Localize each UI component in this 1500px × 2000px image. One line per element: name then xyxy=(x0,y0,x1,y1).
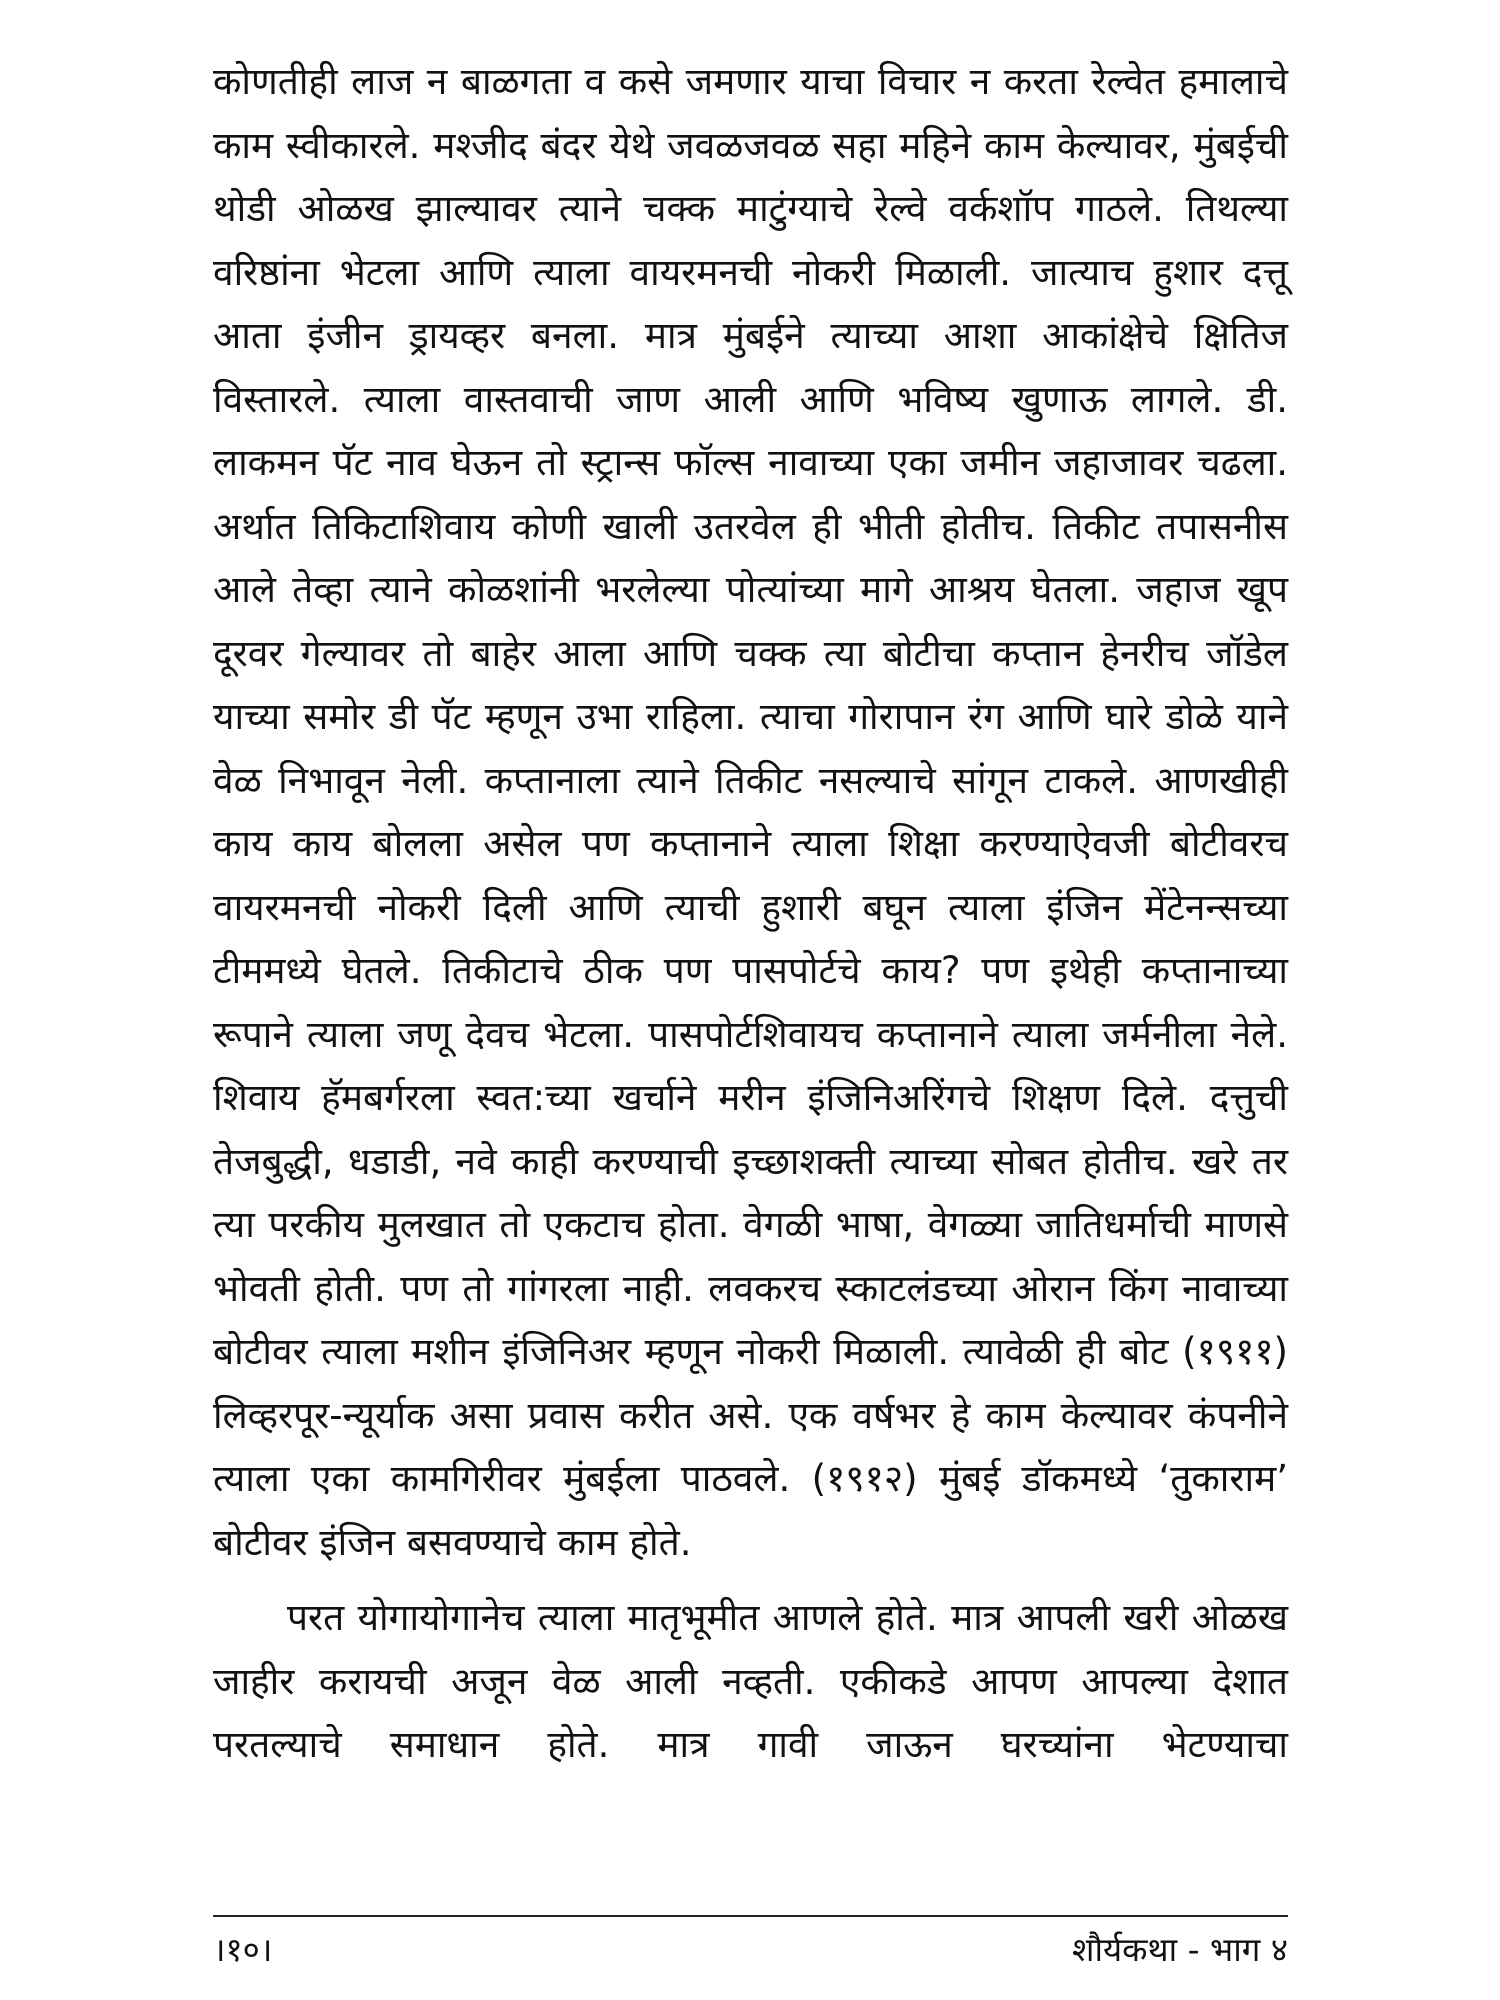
page-number: ।१०। xyxy=(213,1930,273,1969)
page-footer xyxy=(213,1930,1288,1970)
book-title: शौर्यकथा - भाग ४ xyxy=(1072,1930,1288,1969)
paragraph-2: परत योगायोगानेच त्याला मातृभूमीत आणले होते. मात्र आपली खरी ओळख जाहीर करायची अजून वेळ आली नव्हती. एकीकडे आपण आपल्या देशात परतल्याचे समाधान होते. मात्र गावी जाऊन घरच्यांना भेटण्याचा xyxy=(213,1596,1288,1766)
paragraph-1: कोणतीही लाज न बाळगता व कसे जमणार याचा विचार न करता रेल्वेत हमालाचे काम स्वीकारले. मश्जीद बंदर येथे जवळजवळ सहा महिने काम केल्यावर, मुंबईची थोडी ओळख झाल्यावर त्याने चक्क माटुंग्याचे रेल्वे वर्कशॉप गाठले. तिथल्या वरिष्ठांना भेटला आणि त्याला वायरमनची नोकरी मिळाली. जात्याच हुशार दत्तू आता इंजीन ड्रायव्हर बनला. मात्र मुंबईने त्याच्या आशा आकांक्षेचे क्षितिज विस्तारले. त्याला वास्तवाची जाण आली आणि भविष्य खुणाऊ लागले. डी. लाकमन पॅट नाव घेऊन तो स्ट्रान्स फॉल्स नावाच्या एका जमीन जहाजावर चढला. अर्थात तिकिटाशिवाय कोणी खाली उतरवेल ही भीती होतीच. तिकीट तपासनीस आले तेव्हा त्याने कोळशांनी भरलेल्या पोत्यांच्या मागे आश्रय घेतला. जहाज खूप दूरवर गेल्यावर तो बाहेर आला आणि चक्क त्या बोटीचा कप्तान हेनरीच जॉडेल याच्या समोर डी पॅट म्हणून उभा राहिला. त्याचा गोरापान रंग आणि घारे डोळे याने वेळ निभावून नेली. कप्तानाला त्याने तिकीट नसल्याचे सांगून टाकले. आणखीही काय काय बोलला असेल पण कप्तानाने त्याला शिक्षा करण्याऐवजी बोटीवरच वायरमनची नोकरी दिली आणि त्याची हुशारी बघून त्याला इंजिन मेंटेनन्सच्या टीममध्ये घेतले. तिकीटाचे ठीक पण पासपोर्टचे काय? पण इथेही कप्तानाच्या रूपाने त्याला जणू देवच भेटला. पासपोर्टशिवायच कप्तानाने त्याला जर्मनीला नेले. शिवाय हॅमबर्गरला स्वत:च्या खर्चाने मरीन इंजिनिअरिंगचे शिक्षण दिले. दत्तुची तेजबुद्धी, धडाडी, नवे काही करण्याची इच्छाशक्ती त्याच्या सोबत होतीच. खरे तर त्या परकीय मुलखात तो एकटाच होता. वेगळी भाषा, वेगळ्या जातिधर्माची माणसे भोवती होती. पण तो गांगरला नाही. लवकरच स्काटलंडच्या ओरान किंग नावाच्या बोटीवर त्याला मशीन इंजिनिअर म्हणून नोकरी मिळाली. त्यावेळी ही बोट (१९११) लिव्हरपूर-न्यूर्याक असा प्रवास करीत असे. एक वर्षभर हे काम केल्यावर कंपनीने त्याला एका कामगिरीवर मुंबईला पाठवले. (१९१२) मुंबई डॉकमध्ये ‘तुकाराम’ बोटीवर इंजिन बसवण्याचे काम होते. xyxy=(213,60,1288,1564)
page-body xyxy=(213,50,1288,1777)
footer-rule xyxy=(213,1915,1288,1917)
